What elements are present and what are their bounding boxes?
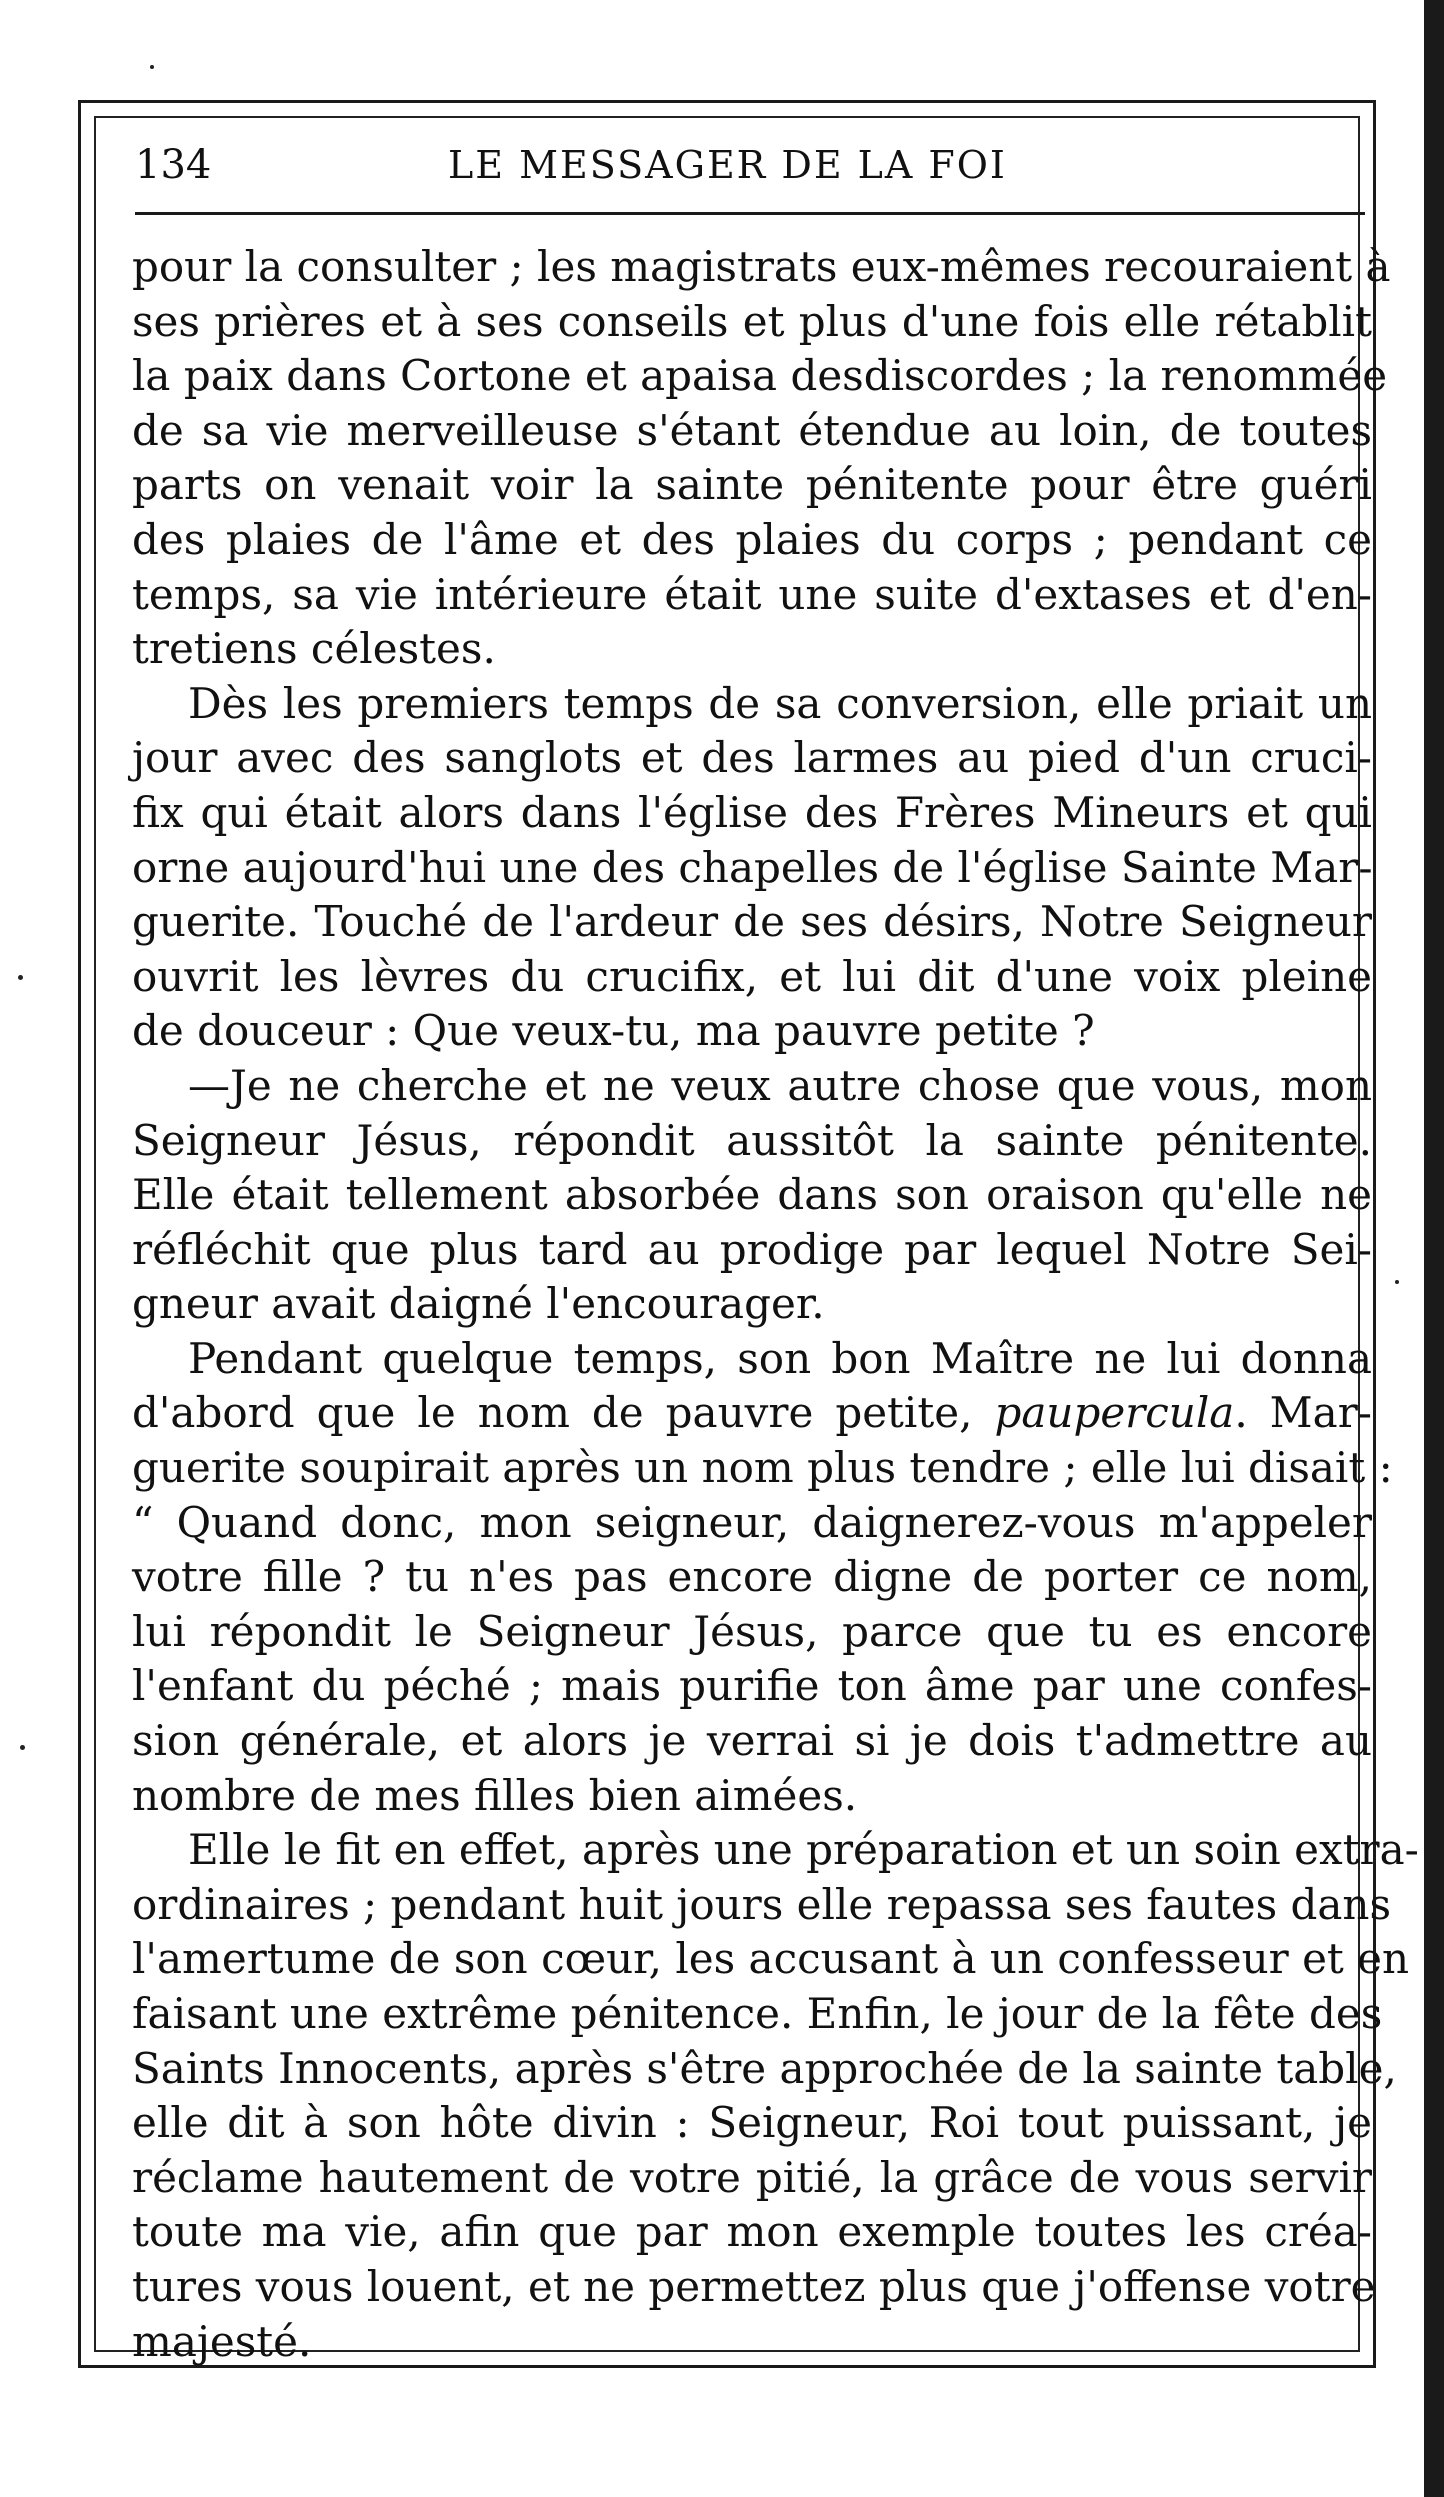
text-line: elle dit à son hôte divin : Seigneur, Roi tout puissant, je xyxy=(132,2098,1372,2148)
page-header xyxy=(135,135,1320,195)
header-rule xyxy=(135,212,1365,215)
scan-speck xyxy=(1395,1280,1399,1284)
text-line: parts on venait voir la sainte pénitente pour être guéri xyxy=(132,460,1372,510)
text-line: tretiens célestes. xyxy=(132,624,496,674)
text-line: ouvrit les lèvres du crucifix, et lui dit d'une voix pleine xyxy=(132,951,1372,1001)
text-line: “ Quand donc, mon seigneur, daignerez-vous m'appeler xyxy=(132,1497,1372,1547)
text-line: lui répondit le Seigneur Jésus, parce que tu es encore xyxy=(132,1606,1372,1656)
scan-speck xyxy=(150,65,154,69)
text-line: des plaies de l'âme et des plaies du corps ; pendant ce xyxy=(132,514,1372,564)
text-line: faisant une extrême pénitence. Enfin, le jour de la fête des xyxy=(132,1989,1383,2038)
text-line: tures vous louent, et ne permettez plus que j'offense votre xyxy=(132,2261,1376,2311)
text-line: orne aujourd'hui une des chapelles de l'église Sainte Mar- xyxy=(132,842,1373,892)
text-line: jour avec des sanglots et des larmes au pied d'un cruci- xyxy=(132,733,1372,783)
text-line: gneur avait daigné l'encourager. xyxy=(132,1279,825,1329)
text-line: Seigneur Jésus, répondit aussitôt la sainte pénitente. xyxy=(132,1115,1372,1165)
text-line: sion générale, et alors je verrai si je dois t'admettre au xyxy=(132,1716,1372,1766)
text-line: pour la consulter ; les magistrats eux-mêmes recouraient à xyxy=(132,242,1391,291)
text-line: majesté. xyxy=(132,2316,312,2366)
text-line: ses prières et à ses conseils et plus d'une fois elle rétablit xyxy=(132,296,1372,346)
text-line: la paix dans Cortone et apaisa desdiscordes ; la renommée xyxy=(132,351,1388,401)
text-line: Saints Innocents, après s'être approchée de la sainte table, xyxy=(132,2043,1397,2093)
text-line: d'abord que le nom de pauvre petite, paupercula. Mar- xyxy=(132,1388,1372,1438)
text-line: ordinaires ; pendant huit jours elle repassa ses fautes dans xyxy=(132,1879,1392,1929)
text-line: fix qui était alors dans l'église des Frères Mineurs et qui xyxy=(132,787,1372,837)
text-line: l'amertume de son cœur, les accusant à un confesseur et en xyxy=(132,1934,1410,1984)
text-line: de sa vie merveilleuse s'étant étendue au loin, de toutes xyxy=(132,405,1372,455)
page-number: 134 xyxy=(135,142,212,188)
text-line: l'enfant du péché ; mais purifie ton âme par une confes- xyxy=(132,1661,1372,1711)
text-line: Dès les premiers temps de sa conversion, elle priait un xyxy=(188,678,1372,728)
text-line: guerite soupirait après un nom plus tendre ; elle lui disait : xyxy=(132,1443,1393,1493)
body-text xyxy=(132,240,1419,2369)
text-line: votre fille ? tu n'es pas encore digne de porter ce nom, xyxy=(132,1552,1372,1602)
latin-term: paupercula xyxy=(994,1388,1235,1438)
text-line: de douceur : Que veux-tu, ma pauvre petite ? xyxy=(132,1006,1095,1056)
running-title: LE MESSAGER DE LA FOI xyxy=(448,143,1007,187)
text-line: temps, sa vie intérieure était une suite d'extases et d'en- xyxy=(132,569,1372,619)
text-line: nombre de mes filles bien aimées. xyxy=(132,1770,858,1820)
text-line: réclame hautement de votre pitié, la grâce de vous servir xyxy=(132,2152,1372,2202)
scan-speck xyxy=(18,975,23,980)
text-line: Elle le fit en effet, après une préparation et un soin extra- xyxy=(188,1825,1419,1875)
scan-speck xyxy=(20,1745,25,1750)
text-line: Pendant quelque temps, son bon Maître ne lui donna xyxy=(188,1333,1372,1383)
scan-dark-edge xyxy=(1424,0,1444,2497)
text-line: guerite. Touché de l'ardeur de ses désirs, Notre Seigneur xyxy=(132,897,1372,947)
text-line: toute ma vie, afin que par mon exemple toutes les créa- xyxy=(132,2207,1372,2257)
text-line: Elle était tellement absorbée dans son oraison qu'elle ne xyxy=(132,1170,1372,1220)
text-line: réfléchit que plus tard au prodige par lequel Notre Sei- xyxy=(132,1224,1372,1274)
text-line: —Je ne cherche et ne veux autre chose que vous, mon xyxy=(188,1060,1372,1110)
